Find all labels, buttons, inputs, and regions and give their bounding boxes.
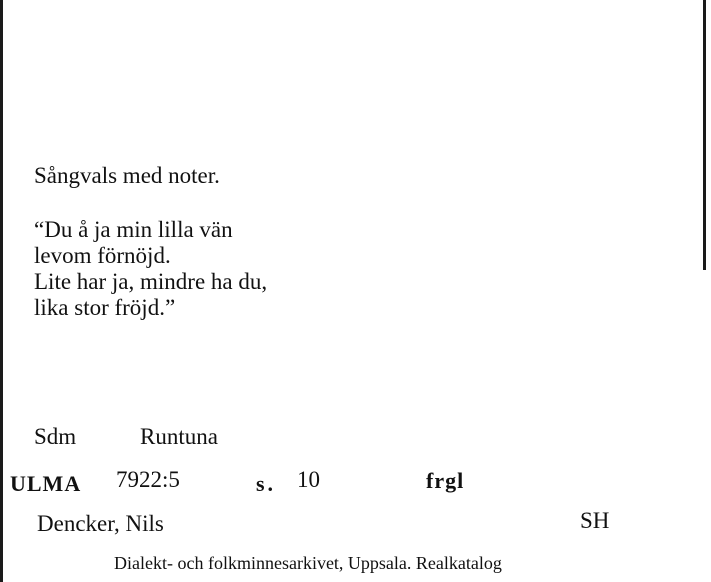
card-left-border (0, 0, 3, 582)
collector: Dencker, Nils (37, 511, 164, 536)
verse-line: Lite har ja, mindre ha du, (34, 269, 268, 294)
footer-line: Dialekt- och folkminnesarkivet, Uppsala. Realkatalog (114, 553, 502, 573)
archive-number: 7922:5 (116, 467, 180, 492)
card-right-border (703, 0, 706, 270)
verse-line: lika stor fröjd.” (34, 295, 176, 320)
verse-line: levom förnöjd. (34, 243, 171, 268)
archive-code: ULMA (10, 471, 82, 496)
card-heading: Sångvals med noter. (34, 163, 220, 188)
province: Sdm (34, 424, 77, 449)
parish: Runtuna (140, 424, 218, 449)
page-number: 10 (297, 467, 320, 492)
initials: SH (580, 508, 610, 533)
category: frgl (426, 468, 465, 493)
verse-line: “Du å ja min lilla vän (34, 217, 233, 242)
page-label: s. (256, 471, 277, 496)
